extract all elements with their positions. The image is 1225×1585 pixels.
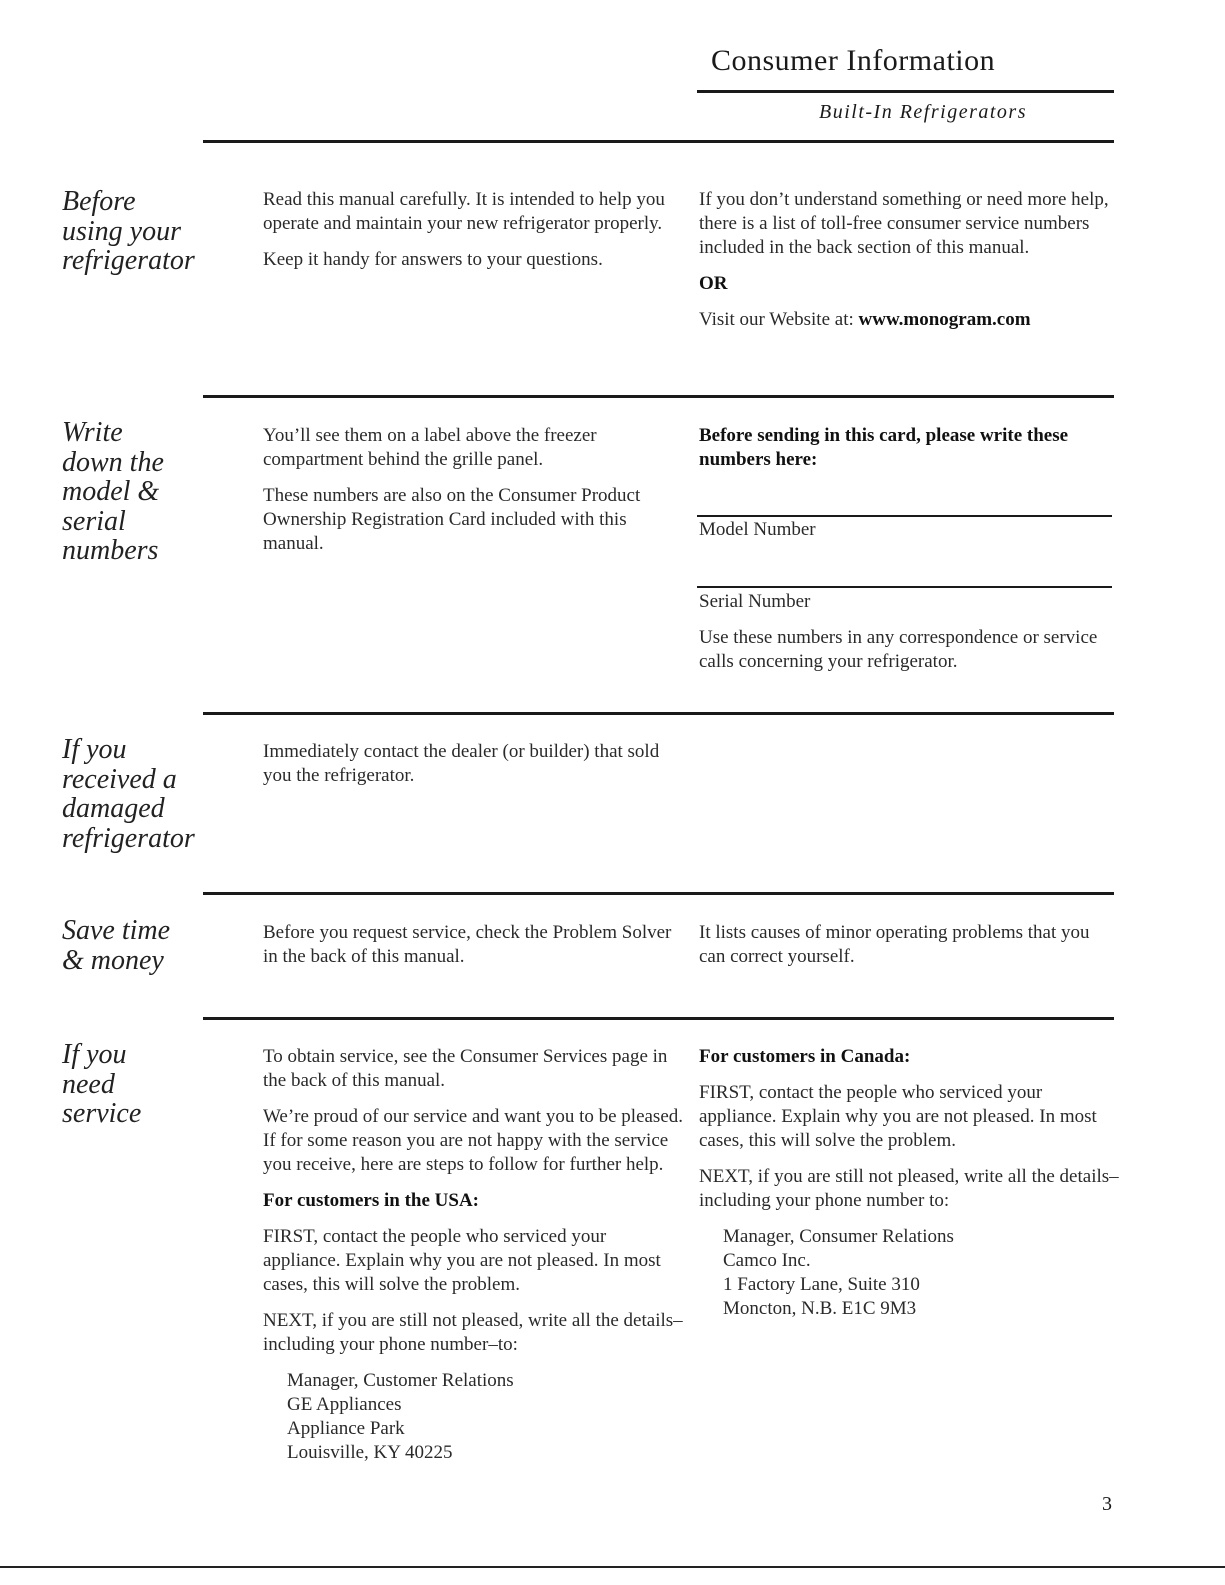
address-line: GE Appliances xyxy=(287,1394,402,1415)
heading-line: damaged xyxy=(62,793,165,824)
heading-line: refrigerator xyxy=(62,245,195,276)
save-time-col1 xyxy=(263,921,683,969)
save-time-col2 xyxy=(699,921,1119,969)
paragraph: You’ll see them on a label above the freezer compartment behind the grille panel. xyxy=(263,425,597,470)
heading-line: If you xyxy=(62,734,127,765)
section-divider xyxy=(203,140,1114,143)
address-line: Manager, Consumer Relations xyxy=(723,1226,954,1247)
section-heading-service xyxy=(62,1040,202,1129)
paragraph: To obtain service, see the Consumer Services page in the back of this manual. xyxy=(263,1046,668,1091)
model-number-field[interactable] xyxy=(697,515,1112,517)
section-divider xyxy=(203,1017,1114,1020)
model-number-label: Model Number xyxy=(699,519,816,540)
section-divider xyxy=(203,892,1114,895)
paragraph: Keep it handy for answers to your questions. xyxy=(263,249,603,270)
heading-line: need xyxy=(62,1068,115,1100)
heading-line: service xyxy=(62,1098,142,1129)
section-divider xyxy=(203,712,1114,715)
page-bottom-edge xyxy=(0,1566,1225,1568)
section-heading-save-time xyxy=(62,916,202,975)
paragraph: FIRST, contact the people who serviced your appliance. Explain why you are not pleased. In most cases, this will solve the problem. xyxy=(263,1226,661,1295)
before-using-col1 xyxy=(263,188,683,272)
paragraph: It lists causes of minor operating problems that you can correct yourself. xyxy=(699,922,1090,967)
paragraph: Use these numbers in any correspondence or service calls concerning your refrigerator. xyxy=(699,627,1098,672)
serial-number-label: Serial Number xyxy=(699,591,811,612)
paragraph: These numbers are also on the Consumer Product Ownership Registration Card included with this manual. xyxy=(263,485,641,554)
address-line: Moncton, N.B. E1C 9M3 xyxy=(723,1298,917,1319)
heading-line: down the xyxy=(62,446,164,478)
heading-line: Write xyxy=(62,417,123,448)
address-line: Camco Inc. xyxy=(723,1250,811,1271)
website-line xyxy=(699,308,1119,332)
section-heading-damaged xyxy=(62,735,202,853)
instruction-text: Before sending in this card, please write these numbers here: xyxy=(699,425,1069,470)
heading-line: Save time xyxy=(62,915,171,946)
service-usa-column xyxy=(263,1045,683,1465)
page-subtitle: Built-In Refrigerators xyxy=(819,101,1027,123)
address-line: 1 Factory Lane, Suite 310 xyxy=(723,1274,920,1295)
paragraph: NEXT, if you are still not pleased, write all the details–including your phone number to: xyxy=(699,1166,1119,1211)
header-divider xyxy=(697,90,1114,93)
heading-line: serial xyxy=(62,505,126,537)
website-link[interactable]: www.monogram.com xyxy=(858,309,1031,330)
heading-line: Before xyxy=(62,186,136,217)
section-divider xyxy=(203,395,1114,398)
paragraph: If you don’t understand something or need more help, there is a list of toll-free consumer service numbers included in the back section of this manual. xyxy=(699,189,1109,258)
heading-line: refrigerator xyxy=(62,822,195,854)
canada-heading: For customers in Canada: xyxy=(699,1046,911,1067)
heading-line: using your xyxy=(62,215,181,247)
serial-number-field[interactable] xyxy=(697,586,1112,588)
section-heading-before-using xyxy=(62,187,202,276)
address-line: Louisville, KY 40225 xyxy=(287,1442,453,1463)
paragraph: We’re proud of our service and want you to be pleased. If for some reason you are not happy with the service you receive, here are steps to follow for further help. xyxy=(263,1106,684,1175)
usa-heading: For customers in the USA: xyxy=(263,1190,480,1211)
heading-line: received a xyxy=(62,763,177,795)
service-canada-column xyxy=(699,1045,1119,1321)
address-line: Manager, Customer Relations xyxy=(287,1370,514,1391)
paragraph: NEXT, if you are still not pleased, write all the details–including your phone number–to: xyxy=(263,1310,683,1355)
website-prefix: Visit our Website at: xyxy=(699,309,859,330)
paragraph: FIRST, contact the people who serviced your appliance. Explain why you are not pleased. In most cases, this will solve the problem. xyxy=(699,1082,1097,1151)
write-down-col1 xyxy=(263,424,683,556)
heading-line: & money xyxy=(62,944,164,976)
page-title: Consumer Information xyxy=(711,44,996,77)
write-down-col2-note xyxy=(699,626,1119,674)
section-heading-write-down xyxy=(62,418,202,566)
usa-address xyxy=(263,1369,683,1465)
heading-line: model & xyxy=(62,476,160,507)
heading-line: If you xyxy=(62,1039,127,1070)
heading-line: numbers xyxy=(62,535,159,566)
paragraph: Read this manual carefully. It is intended to help you operate and maintain your new refrigerator properly. xyxy=(263,189,665,234)
or-label: OR xyxy=(699,273,728,294)
paragraph: Before you request service, check the Problem Solver in the back of this manual. xyxy=(263,922,672,967)
page-number: 3 xyxy=(1102,1493,1112,1515)
paragraph: Immediately contact the dealer (or builder) that sold you the refrigerator. xyxy=(263,741,660,786)
canada-address xyxy=(699,1225,1119,1321)
write-down-instruction xyxy=(699,424,1119,472)
address-line: Appliance Park xyxy=(287,1418,405,1439)
before-using-col2 xyxy=(699,188,1119,332)
damaged-col1 xyxy=(263,740,683,788)
